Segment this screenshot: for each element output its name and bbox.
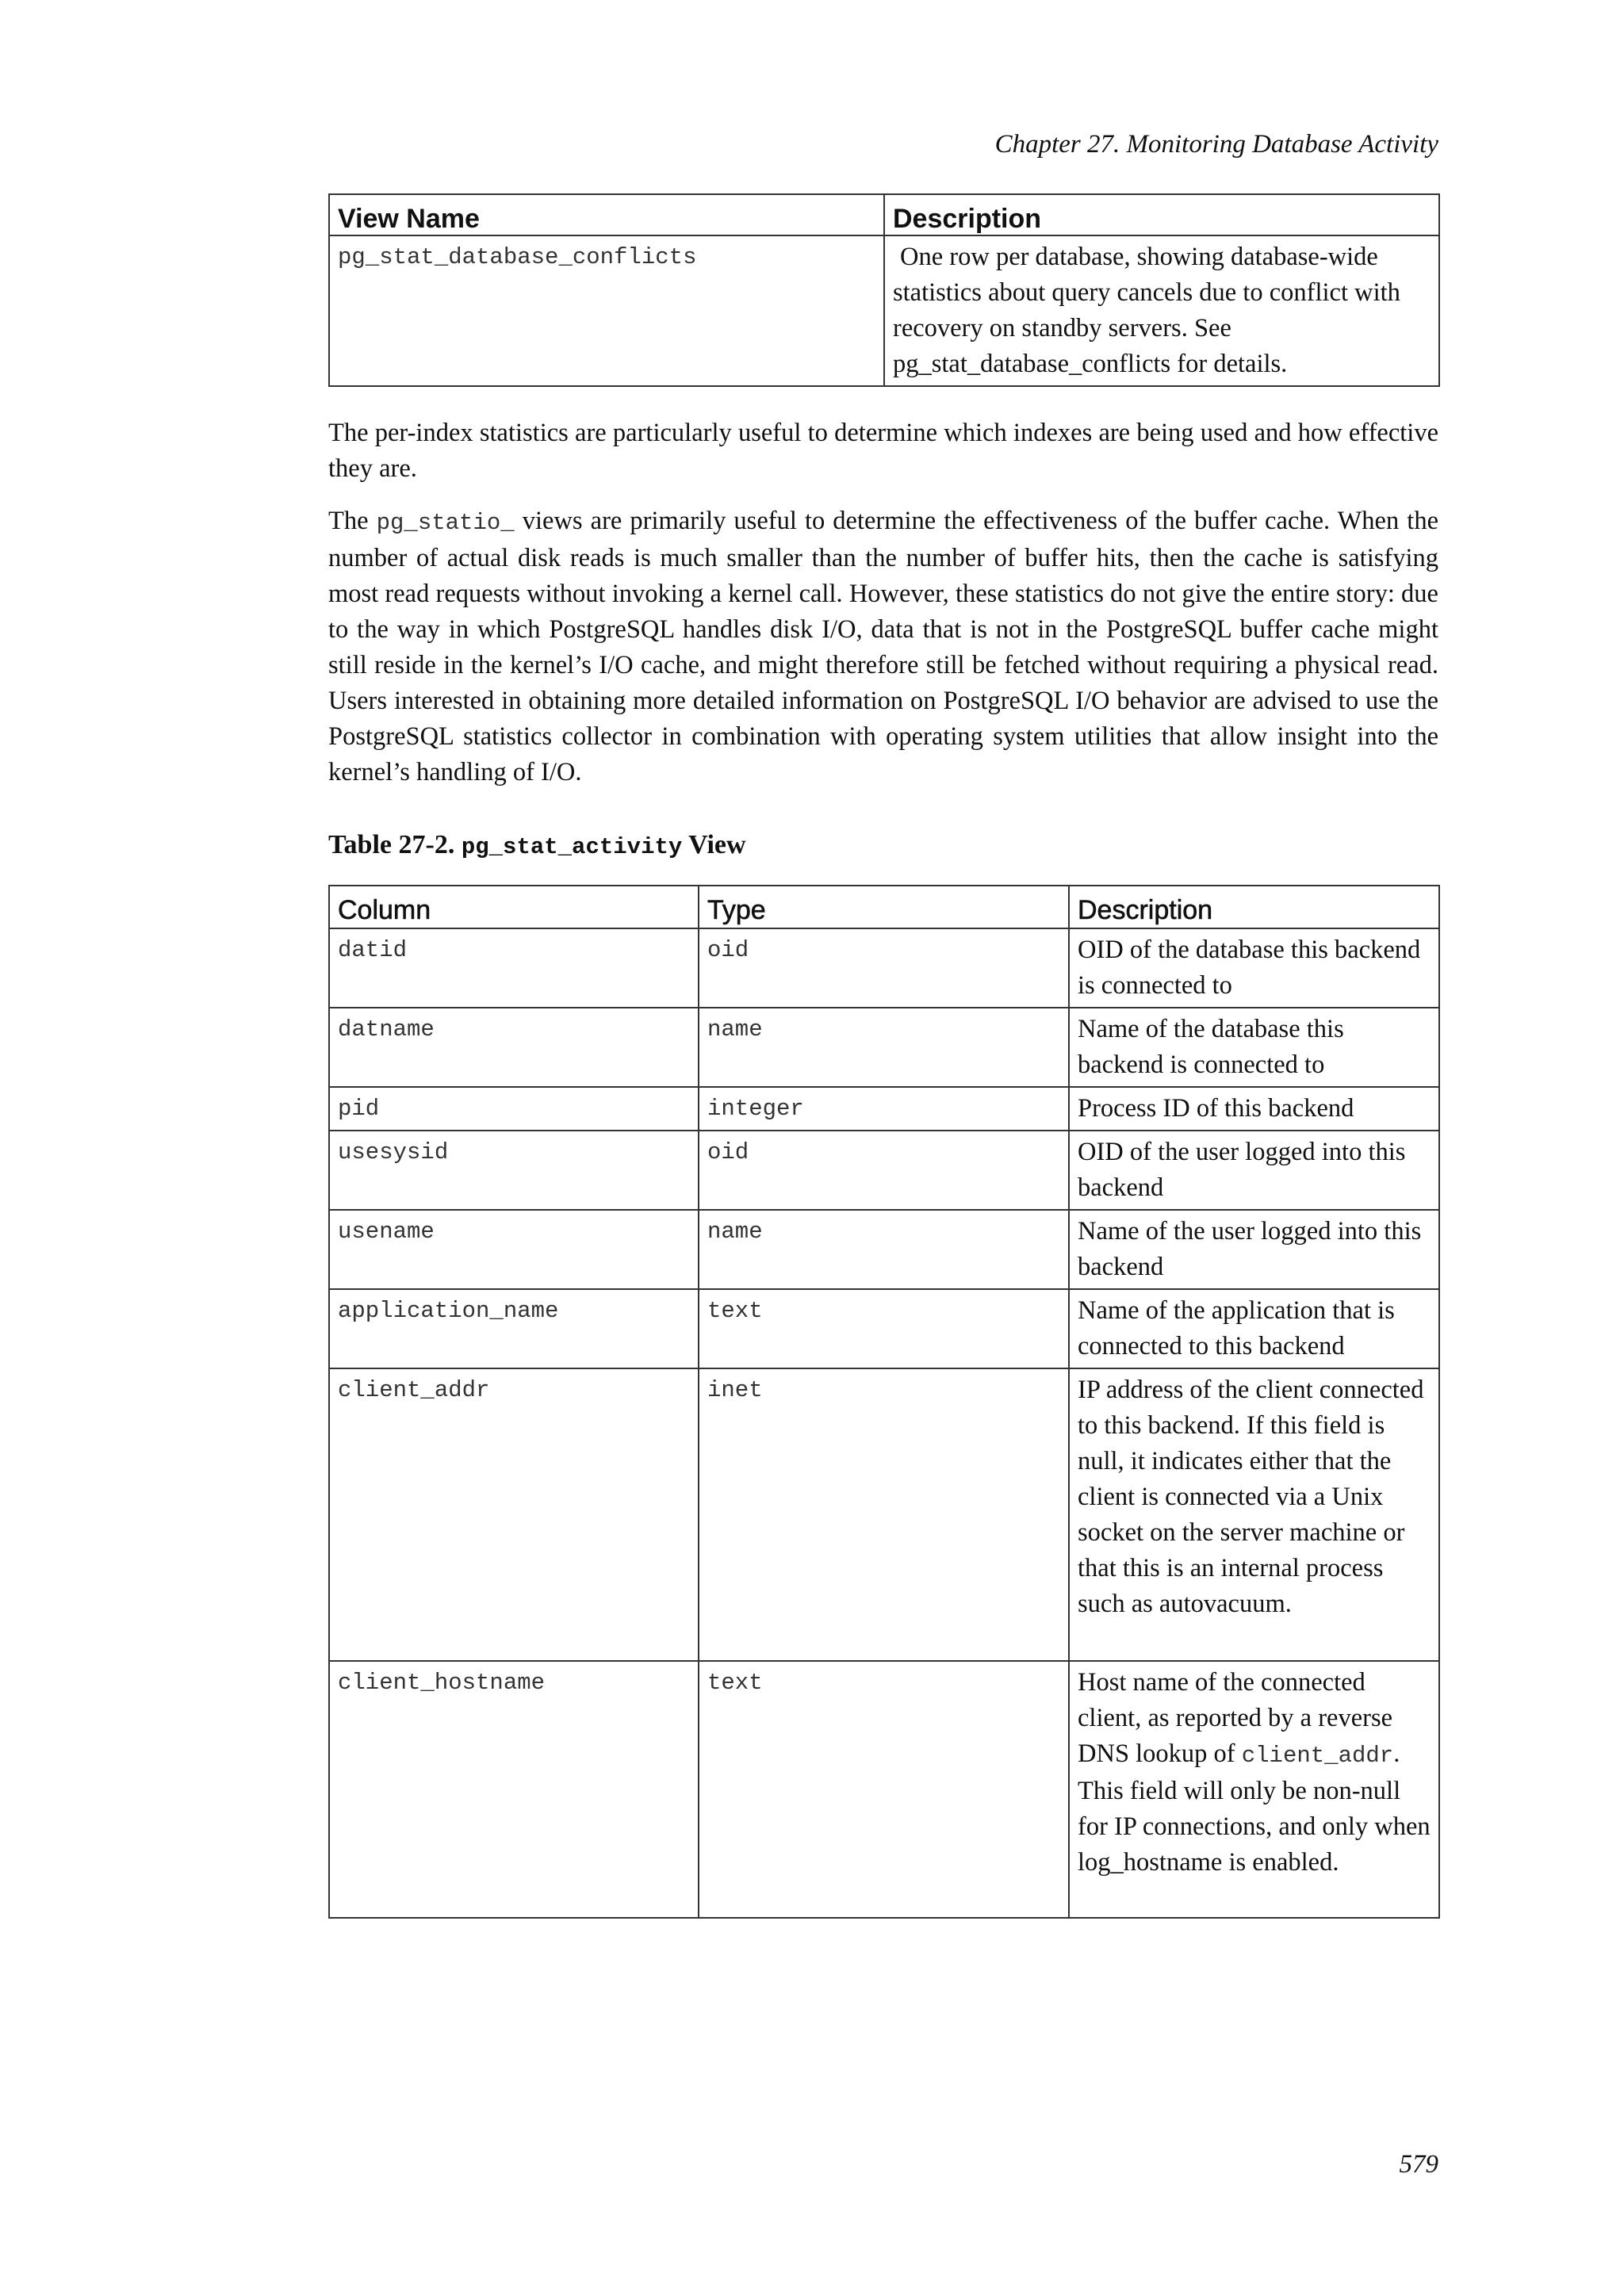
column-header-description: Description [884, 194, 1439, 235]
type-cell: text [699, 1661, 1069, 1918]
paragraph-statio [328, 503, 1438, 790]
table-caption [328, 828, 746, 865]
column-header-view-name: View Name [329, 194, 884, 235]
column-name-cell: usename [329, 1210, 699, 1289]
column-header-description: Description [1069, 886, 1439, 928]
chapter-header: Chapter 27. Monitoring Database Activity [994, 130, 1438, 159]
type-cell: name [699, 1210, 1069, 1289]
paragraph-per-index: The per-index statistics are particularly useful to determine which indexes are being used and how effective they are. [328, 419, 1438, 483]
column-name-cell: pid [329, 1087, 699, 1131]
view-description-cell: One row per database, showing database-wide statistics about query cancels due to conflict with recovery on standby servers. See pg_stat_database_conflicts for details. [884, 235, 1439, 386]
column-name-cell: application_name [329, 1289, 699, 1368]
table-row [329, 1087, 1439, 1131]
table-row [329, 928, 1439, 1008]
table-caption-suffix: View [688, 830, 746, 859]
paragraph-statio-body: views are primarily useful to determine the effectiveness of the buffer cache. When the number of actual disk reads is much smaller than the number of buffer hits, then the cache is satisfying most read requests without invoking a kernel call. However, these statistics do not give the entire story: due to the way in which PostgreSQL handles disk I/O, data that is not in the PostgreSQL buffer cache might still reside in the kernel’s I/O cache, and might therefore still be fetched without requiring a physical read. Users interested in obtaining more detailed information on PostgreSQL I/O behavior are advised to use the PostgreSQL statistics collector in combination with operating system utilities that allow insight into the kernel’s handling of I/O. [328, 507, 1439, 786]
type-cell: inet [699, 1368, 1069, 1661]
description-cell [1069, 1661, 1439, 1918]
column-name-cell: datid [329, 928, 699, 1008]
table-header-row [329, 886, 1439, 928]
type-cell: oid [699, 928, 1069, 1008]
column-name-cell: datname [329, 1008, 699, 1087]
column-name-cell: client_hostname [329, 1661, 699, 1918]
page-number: 579 [1399, 2150, 1438, 2179]
pg-stat-activity-table [328, 885, 1440, 1919]
description-cell: Name of the user logged into this backend [1069, 1210, 1439, 1289]
type-cell: integer [699, 1087, 1069, 1131]
column-name-cell: client_addr [329, 1368, 699, 1661]
inline-code-pg-statio: pg_statio_ [376, 510, 515, 536]
table-row [329, 1131, 1439, 1210]
column-header-column: Column [329, 886, 699, 928]
table-row [329, 235, 1439, 386]
type-cell: text [699, 1289, 1069, 1368]
description-cell: Name of the database this backend is connected to [1069, 1008, 1439, 1087]
description-cell: OID of the database this backend is connected to [1069, 928, 1439, 1008]
table-row [329, 1008, 1439, 1087]
description-cell: Name of the application that is connected to this backend [1069, 1289, 1439, 1368]
table-caption-code: pg_stat_activity [461, 834, 683, 860]
column-header-type: Type [699, 886, 1069, 928]
table-row [329, 1210, 1439, 1289]
table-header-row [329, 194, 1439, 235]
table-row [329, 1289, 1439, 1368]
table-row [329, 1661, 1439, 1918]
table-row [329, 1368, 1439, 1661]
table-caption-label: Table 27-2. [328, 830, 455, 859]
inline-code-client-addr: client_addr [1241, 1743, 1394, 1769]
description-cell: IP address of the client connected to this backend. If this field is null, it indicates either that the client is connected via a Unix socket on the server machine or that this is an internal process such as autovacuum. [1069, 1368, 1439, 1661]
description-suffix: . This field will only be non-null for IP connections, and only when log_hostname is enabled. [1078, 1739, 1431, 1877]
description-cell: Process ID of this backend [1069, 1087, 1439, 1131]
column-name-cell: usesysid [329, 1131, 699, 1210]
description-cell: OID of the user logged into this backend [1069, 1131, 1439, 1210]
views-table [328, 193, 1440, 387]
view-name-cell: pg_stat_database_conflicts [329, 235, 884, 386]
type-cell: oid [699, 1131, 1069, 1210]
description-prefix: Host name of the connected client, as reported by a reverse DNS lookup of [1078, 1668, 1393, 1768]
type-cell: name [699, 1008, 1069, 1087]
paragraph-statio-prefix: The [328, 507, 369, 535]
